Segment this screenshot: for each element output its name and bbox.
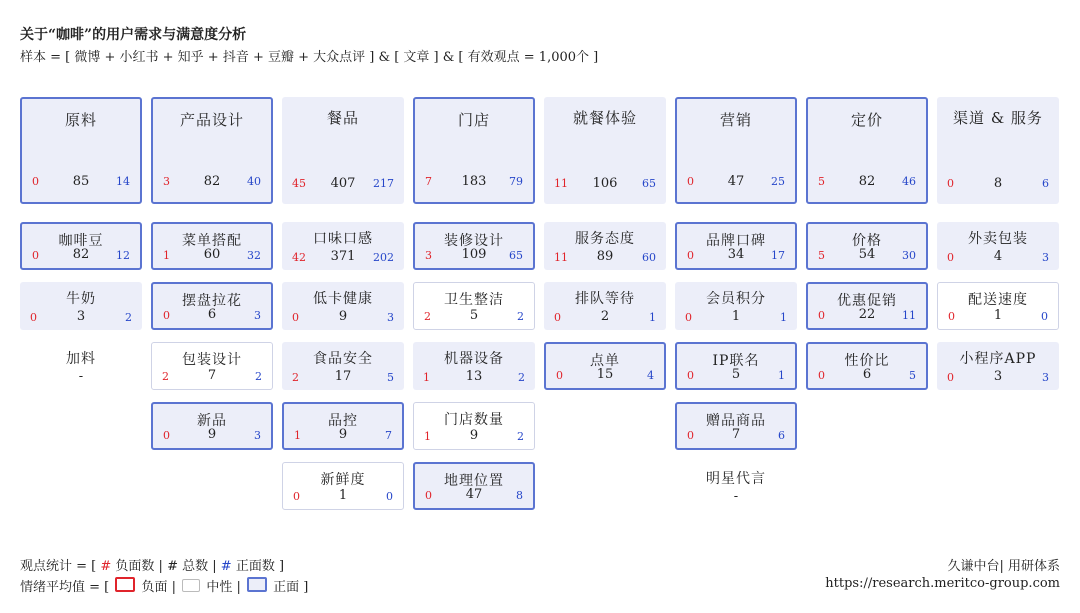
card-name: 定价 [850, 111, 883, 129]
stats-legend-prefix: 观点统计 = [ [20, 559, 97, 574]
negative-count: 5 [818, 249, 825, 262]
subcategory-card[interactable] [20, 222, 142, 270]
negative-count: 0 [425, 489, 432, 502]
negative-count: 45 [292, 177, 306, 190]
card-name: 小程序APP [959, 351, 1037, 367]
mood-legend [20, 576, 308, 595]
total-count: 106 [592, 176, 618, 191]
mood-negative-label: 负面 | [141, 580, 177, 595]
card-name: 性价比 [844, 353, 890, 369]
positive-count: 79 [509, 175, 523, 188]
positive-count: 1 [780, 311, 787, 324]
mood-positive-label: 正面 ] [273, 580, 309, 595]
card-name: 口味口感 [313, 231, 373, 247]
total-count: 89 [596, 249, 614, 264]
card-name: 产品设计 [179, 111, 244, 129]
category-card[interactable] [937, 97, 1059, 204]
positive-count: 2 [517, 310, 524, 323]
negative-count: 0 [685, 311, 692, 324]
card-name: 食品安全 [313, 351, 373, 367]
subcategory-card[interactable] [937, 342, 1059, 390]
card-name: 点单 [590, 353, 620, 369]
positive-count: 3 [1042, 251, 1049, 264]
total-count: 407 [330, 176, 356, 191]
negative-count: 11 [554, 251, 568, 264]
positive-count: 2 [255, 370, 262, 383]
negative-count: 0 [687, 369, 694, 382]
negative-count: 0 [947, 371, 954, 384]
positive-count: 0 [1041, 310, 1048, 323]
subcategory-card[interactable] [20, 282, 142, 330]
negative-count: 11 [554, 177, 568, 190]
total-count: 183 [461, 174, 487, 189]
negative-count: 0 [818, 309, 825, 322]
total-count: 9 [338, 427, 348, 442]
total-count: 82 [858, 174, 876, 189]
total-count: 9 [469, 428, 479, 443]
negative-count: 5 [818, 175, 825, 188]
card-name: 优惠促销 [837, 293, 897, 309]
card-name: 新品 [197, 413, 227, 429]
positive-count: 17 [771, 249, 785, 262]
total-count: 7 [731, 427, 741, 442]
card-name: 摆盘拉花 [182, 293, 242, 309]
card-name: 价格 [852, 233, 882, 249]
negative-count: 0 [30, 311, 37, 324]
category-card[interactable] [675, 97, 797, 204]
total-count: 2 [600, 309, 610, 324]
positive-count: 3 [1042, 371, 1049, 384]
subcategory-card[interactable] [413, 462, 535, 510]
total-count: 8 [993, 176, 1003, 191]
neg-count-label: 负面数 | [115, 559, 163, 574]
negative-count: 1 [163, 249, 170, 262]
negative-count: 1 [423, 371, 430, 384]
total-count: 47 [465, 487, 483, 502]
subcategory-card[interactable] [806, 342, 928, 390]
total-count: 4 [993, 249, 1003, 264]
card-name: 咖啡豆 [58, 233, 104, 249]
positive-count: 2 [518, 371, 525, 384]
card-name: 品控 [328, 413, 358, 429]
negative-count: 0 [947, 251, 954, 264]
subcategory-card[interactable] [413, 342, 535, 390]
positive-count: 30 [902, 249, 916, 262]
card-name: 外卖包装 [968, 231, 1028, 247]
subcategory-card[interactable] [151, 402, 273, 450]
card-name: 菜单搭配 [182, 233, 242, 249]
category-grid [20, 97, 1060, 517]
total-count: 109 [461, 247, 487, 262]
negative-count: 0 [293, 490, 300, 503]
card-name: 服务态度 [575, 231, 635, 247]
positive-count: 65 [509, 249, 523, 262]
subcategory-card[interactable] [282, 342, 404, 390]
category-card[interactable] [413, 97, 535, 204]
total-count: - [733, 489, 739, 504]
positive-count: 65 [642, 177, 656, 190]
negative-count: 3 [425, 249, 432, 262]
positive-count: 6 [1042, 177, 1049, 190]
total-count: 7 [207, 368, 217, 383]
subcategory-card[interactable] [675, 282, 797, 330]
positive-count: 8 [516, 489, 523, 502]
total-count-label: # 总数 | [167, 559, 217, 574]
total-count: 6 [862, 367, 872, 382]
positive-count: 1 [649, 311, 656, 324]
subcategory-card[interactable] [413, 222, 535, 270]
negative-count: 2 [424, 310, 431, 323]
card-name: IP联名 [712, 353, 760, 369]
card-name: 门店数量 [444, 412, 504, 428]
category-card[interactable] [282, 97, 404, 204]
total-count: 5 [469, 308, 479, 323]
subcategory-card[interactable] [675, 342, 797, 390]
total-count: 5 [731, 367, 741, 382]
positive-count: 25 [771, 175, 785, 188]
card-name: 门店 [457, 111, 490, 129]
positive-count: 0 [386, 490, 393, 503]
negative-count: 2 [292, 371, 299, 384]
negative-count: 0 [292, 311, 299, 324]
card-name: 牛奶 [66, 291, 96, 307]
category-card[interactable] [151, 97, 273, 204]
total-count: 9 [207, 427, 217, 442]
positive-count: 40 [247, 175, 261, 188]
subcategory-card[interactable] [675, 462, 797, 510]
negative-count: 0 [818, 369, 825, 382]
card-name: 装修设计 [444, 233, 504, 249]
subcategory-card[interactable] [282, 282, 404, 330]
card-name: 品牌口碑 [706, 233, 766, 249]
card-name: 排队等待 [575, 291, 635, 307]
subcategory-card[interactable] [806, 282, 928, 330]
category-card[interactable] [544, 97, 666, 204]
total-count: 82 [72, 247, 90, 262]
subcategory-card[interactable] [282, 402, 404, 450]
positive-count: 12 [116, 249, 130, 262]
positive-count: 2 [517, 430, 524, 443]
subcategory-card[interactable] [937, 222, 1059, 270]
card-name: 明星代言 [706, 471, 766, 487]
brand-credit: 久谦中台| 用研体系 [947, 559, 1060, 574]
negative-count: 0 [163, 429, 170, 442]
subcategory-card[interactable] [413, 282, 535, 330]
subcategory-card[interactable] [20, 342, 142, 390]
negative-count: 0 [948, 310, 955, 323]
total-count: 3 [76, 309, 86, 324]
card-name: 低卡健康 [313, 291, 373, 307]
card-name: 配送速度 [968, 292, 1028, 308]
card-name: 餐品 [326, 109, 359, 127]
total-count: 85 [72, 174, 90, 189]
positive-count: 11 [902, 309, 916, 322]
mood-neutral-label: 中性 | [206, 580, 241, 595]
positive-count: 60 [642, 251, 656, 264]
negative-count: 0 [947, 177, 954, 190]
positive-count: 7 [385, 429, 392, 442]
negative-swatch-icon [115, 577, 135, 592]
subcategory-card[interactable] [937, 282, 1059, 330]
positive-count: 1 [778, 369, 785, 382]
subcategory-card[interactable] [151, 342, 273, 390]
positive-count: 3 [387, 311, 394, 324]
card-name: 渠道 & 服务 [953, 109, 1043, 127]
negative-count: 42 [292, 251, 306, 264]
stats-legend [20, 555, 284, 574]
negative-count: 7 [425, 175, 432, 188]
positive-count: 6 [778, 429, 785, 442]
negative-count: 2 [162, 370, 169, 383]
total-count: - [78, 369, 84, 384]
category-card[interactable] [806, 97, 928, 204]
card-name: 原料 [64, 111, 97, 129]
negative-count: 3 [163, 175, 170, 188]
mood-legend-prefix: 情绪平均值 = [ [20, 580, 110, 595]
card-name: 新鲜度 [320, 472, 366, 488]
category-card[interactable] [20, 97, 142, 204]
negative-count: 0 [32, 249, 39, 262]
pos-hash: # [220, 559, 232, 574]
positive-count: 5 [909, 369, 916, 382]
negative-count: 1 [294, 429, 301, 442]
negative-count: 0 [163, 309, 170, 322]
positive-count: 32 [247, 249, 261, 262]
card-name: 包装设计 [182, 352, 242, 368]
negative-count: 0 [687, 175, 694, 188]
total-count: 17 [334, 369, 352, 384]
positive-count: 4 [647, 369, 654, 382]
total-count: 34 [727, 247, 745, 262]
card-name: 营销 [719, 111, 752, 129]
total-count: 82 [203, 174, 221, 189]
subcategory-card[interactable] [151, 282, 273, 330]
positive-count: 202 [373, 251, 394, 264]
total-count: 1 [731, 309, 741, 324]
card-name: 会员积分 [706, 291, 766, 307]
neutral-swatch-icon [182, 579, 200, 592]
negative-count: 1 [424, 430, 431, 443]
card-name: 赠品商品 [706, 413, 766, 429]
total-count: 60 [203, 247, 221, 262]
positive-count: 3 [254, 429, 261, 442]
subcategory-card[interactable] [806, 222, 928, 270]
total-count: 6 [207, 307, 217, 322]
subcategory-card[interactable] [282, 222, 404, 270]
negative-count: 0 [32, 175, 39, 188]
total-count: 22 [858, 307, 876, 322]
total-count: 1 [338, 488, 348, 503]
total-count: 371 [330, 249, 356, 264]
card-name: 地理位置 [444, 473, 504, 489]
subcategory-card[interactable] [675, 402, 797, 450]
positive-count: 14 [116, 175, 130, 188]
negative-count: 0 [554, 311, 561, 324]
positive-swatch-icon [247, 577, 267, 592]
positive-count: 2 [125, 311, 132, 324]
pos-count-label: 正面数 ] [235, 559, 285, 574]
total-count: 3 [993, 369, 1003, 384]
total-count: 13 [465, 369, 483, 384]
positive-count: 217 [373, 177, 394, 190]
subcategory-card[interactable] [544, 222, 666, 270]
neg-hash: # [100, 559, 112, 574]
subcategory-card[interactable] [544, 282, 666, 330]
positive-count: 3 [254, 309, 261, 322]
subcategory-card[interactable] [544, 342, 666, 390]
total-count: 1 [993, 308, 1003, 323]
total-count: 9 [338, 309, 348, 324]
card-name: 加料 [66, 351, 96, 367]
positive-count: 46 [902, 175, 916, 188]
subcategory-card[interactable] [151, 222, 273, 270]
positive-count: 5 [387, 371, 394, 384]
negative-count: 0 [556, 369, 563, 382]
subcategory-card[interactable] [282, 462, 404, 510]
total-count: 47 [727, 174, 745, 189]
negative-count: 0 [687, 249, 694, 262]
source-url[interactable]: https://research.meritco-group.com [825, 576, 1060, 591]
total-count: 54 [858, 247, 876, 262]
total-count: 15 [596, 367, 614, 382]
sample-description: 样本 = [ 微博 + 小红书 + 知乎 + 抖音 + 豆瓣 + 大众点评 ] & [ 文章 ] & [ 有效观点 = 1,000个 ] [20, 50, 599, 65]
page-title: 关于“咖啡”的用户需求与满意度分析 [20, 27, 247, 43]
subcategory-card[interactable] [675, 222, 797, 270]
subcategory-card[interactable] [413, 402, 535, 450]
card-name: 卫生整洁 [444, 292, 504, 308]
card-name: 机器设备 [444, 351, 504, 367]
card-name: 就餐体验 [572, 109, 637, 127]
negative-count: 0 [687, 429, 694, 442]
